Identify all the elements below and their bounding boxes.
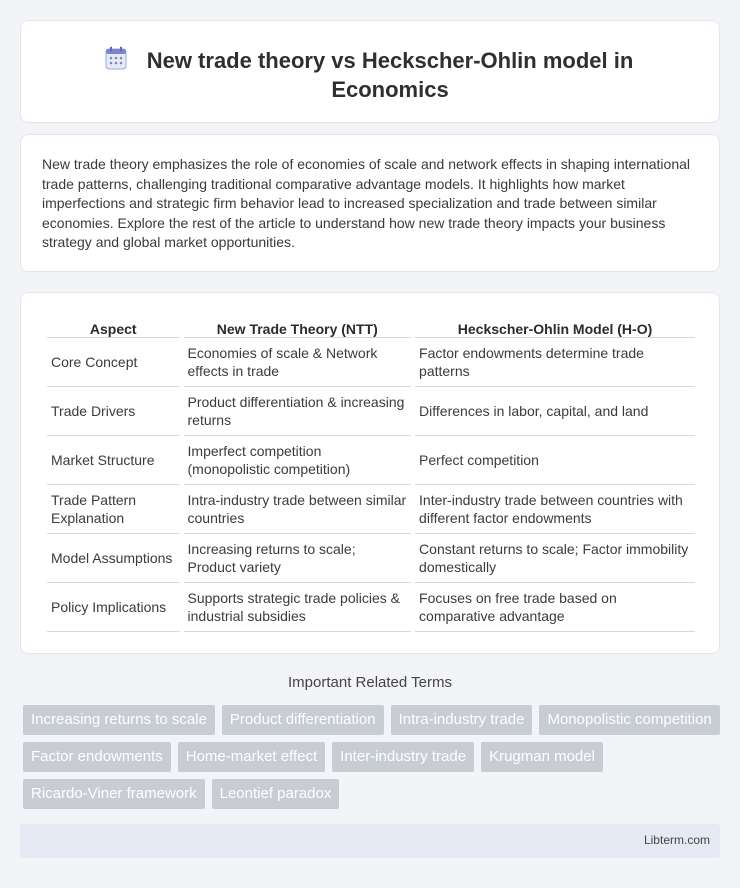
table-cell: Trade Pattern Explanation <box>47 485 180 534</box>
table-row <box>47 583 695 632</box>
page-title: New trade theory vs Heckscher-Ohlin model in Economics <box>146 48 634 102</box>
table-row <box>47 534 695 583</box>
table-row <box>47 387 695 436</box>
table-cell: Economies of scale & Network effects in trade <box>184 338 412 387</box>
table-cell: Trade Drivers <box>47 387 180 436</box>
related-term-tag[interactable]: Increasing returns to scale <box>23 705 215 735</box>
related-term-tag[interactable]: Krugman model <box>481 742 603 772</box>
related-terms-heading: Important Related Terms <box>288 674 452 691</box>
related-term-tag[interactable]: Home-market effect <box>178 742 325 772</box>
table-cell: Constant returns to scale; Factor immobility domestically <box>415 534 695 583</box>
table-header: Heckscher-Ohlin Model (H-O) <box>415 316 695 338</box>
table-cell: Market Structure <box>47 436 180 485</box>
table-cell: Product differentiation & increasing returns <box>184 387 412 436</box>
table-cell: Factor endowments determine trade patterns <box>415 338 695 387</box>
related-term-tag[interactable]: Product differentiation <box>222 705 384 735</box>
related-term-tag[interactable]: Monopolistic competition <box>539 705 719 735</box>
table-cell: Increasing returns to scale; Product variety <box>184 534 412 583</box>
table-row <box>47 338 695 387</box>
table-cell: Model Assumptions <box>47 534 180 583</box>
table-cell: Supports strategic trade policies & industrial subsidies <box>184 583 412 632</box>
table-cell: Policy Implications <box>47 583 180 632</box>
table-cell: Intra-industry trade between similar countries <box>184 485 412 534</box>
table-cell: Inter-industry trade between countries with different factor endowments <box>415 485 695 534</box>
table-cell: Differences in labor, capital, and land <box>415 387 695 436</box>
table-header: Aspect <box>47 316 180 338</box>
footer-brand-link[interactable]: Libterm.com <box>643 833 710 847</box>
intro-paragraph: New trade theory emphasizes the role of economies of scale and network effects in shaping international trade patterns, challenging traditional comparative advantage models. It highlights how market imperfections and strategic firm behavior lead to increased specialization and trade between similar economies. Explore the rest of the article to understand how new trade theory impacts your business strategy and global market opportunities. <box>42 156 690 251</box>
table-header: New Trade Theory (NTT) <box>184 316 412 338</box>
intro-card <box>20 134 720 272</box>
related-term-tag[interactable]: Factor endowments <box>23 742 171 772</box>
table-header-row <box>47 316 695 338</box>
table-row <box>47 436 695 485</box>
table-cell: Core Concept <box>47 338 180 387</box>
comparison-table <box>43 316 699 632</box>
table-cell: Perfect competition <box>415 436 695 485</box>
footer <box>20 824 720 858</box>
related-terms-list <box>23 705 723 809</box>
table-cell: Focuses on free trade based on comparative advantage <box>415 583 695 632</box>
title-card <box>20 20 720 123</box>
comparison-card <box>20 292 720 654</box>
related-term-tag[interactable]: Intra-industry trade <box>391 705 533 735</box>
table-cell: Imperfect competition (monopolistic competition) <box>184 436 412 485</box>
related-term-tag[interactable]: Ricardo-Viner framework <box>23 779 205 809</box>
related-term-tag[interactable]: Leontief paradox <box>212 779 340 809</box>
table-row <box>47 485 695 534</box>
related-term-tag[interactable]: Inter-industry trade <box>332 742 474 772</box>
